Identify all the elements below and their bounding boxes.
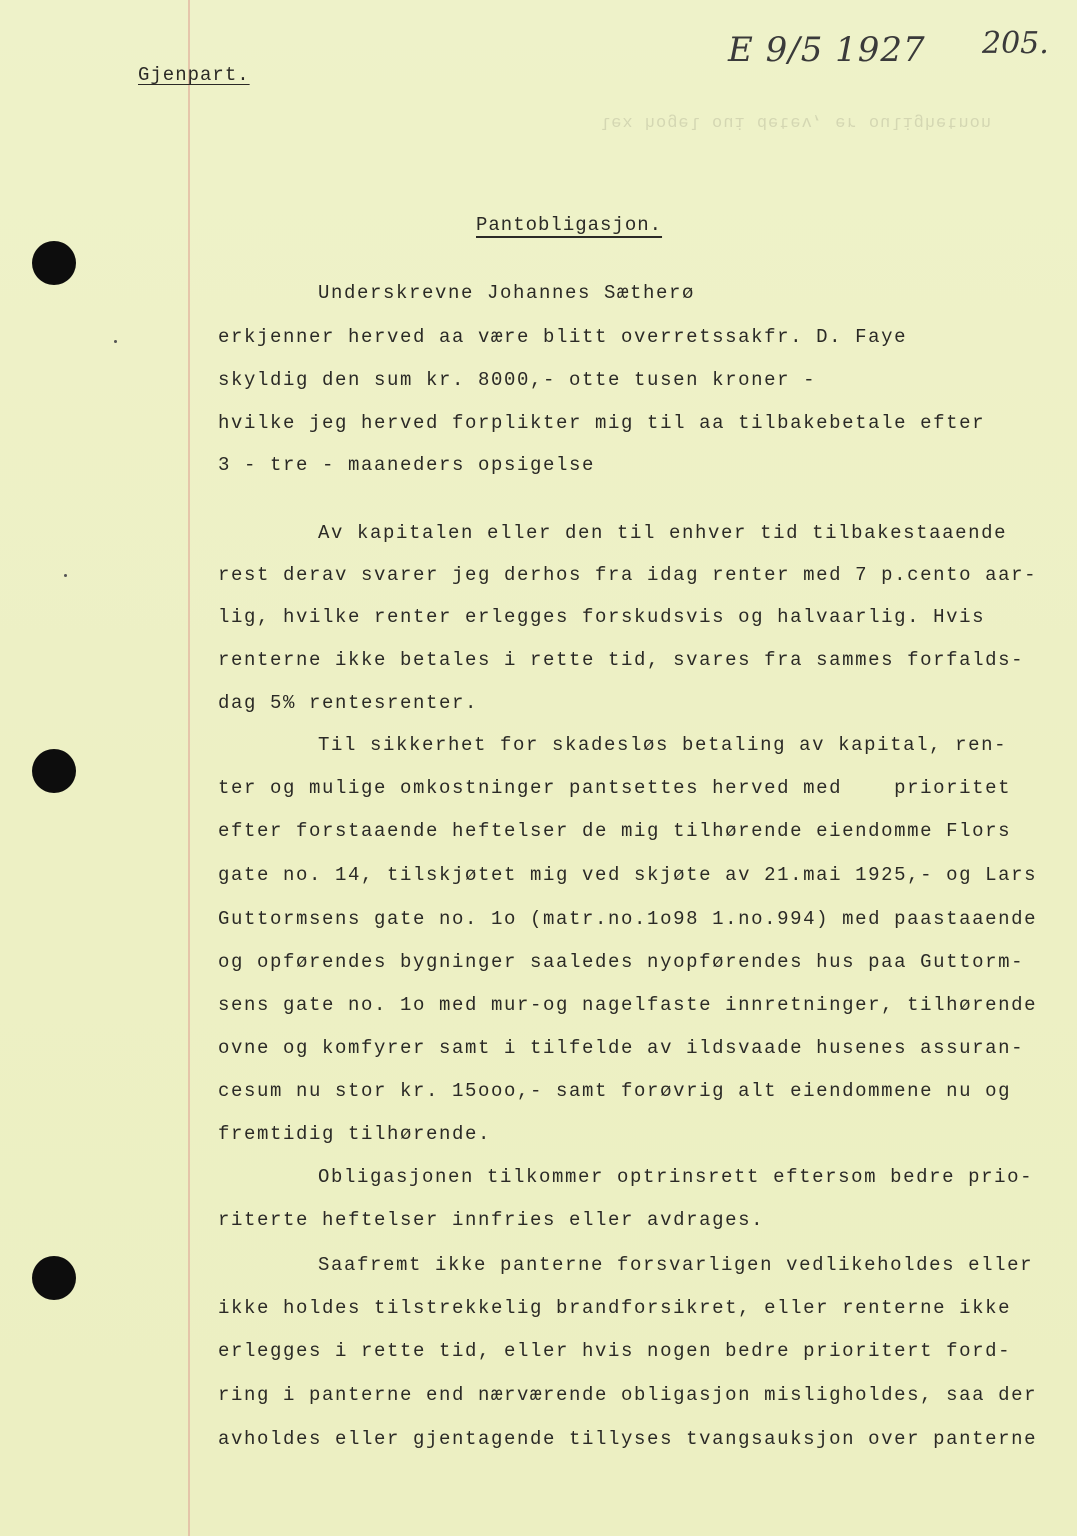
header-copy-label: Gjenpart.: [138, 64, 250, 86]
text-line: ring i panterne end nærværende obligasjon misligholdes, saa der: [218, 1384, 1038, 1406]
text-line: renterne ikke betales i rette tid, svares fra sammes forfalds-: [218, 649, 1025, 671]
text-line: erlegges i rette tid, eller hvis nogen bedre prioritert ford-: [218, 1340, 1012, 1362]
text-line: dag 5% rentesrenter.: [218, 692, 479, 714]
handwritten-date: E 9/5 1927: [728, 30, 926, 70]
text-line: sens gate no. 1o med mur-og nagelfaste innretninger, tilhørende: [218, 994, 1038, 1016]
punch-hole-icon: [32, 749, 76, 793]
text-line: efter forstaaende heftelser de mig tilhørende eiendomme Flors: [218, 820, 1012, 842]
text-line: Av kapitalen eller den til enhver tid tilbakestaaende: [318, 522, 1008, 544]
text-line: avholdes eller gjentagende tillyses tvangsauksjon over panterne: [218, 1428, 1038, 1450]
text-line: ikke holdes tilstrekkelig brandforsikret, eller renterne ikke: [218, 1297, 1012, 1319]
text-line: Guttormsens gate no. 1o (matr.no.1o98 1.no.994) med paastaaende: [218, 908, 1038, 930]
speck: [114, 340, 117, 343]
punch-hole-icon: [32, 241, 76, 285]
text-line: skyldig den sum kr. 8000,- otte tusen kroner -: [218, 369, 817, 391]
text-line: riterte heftelser innfries eller avdrages.: [218, 1209, 765, 1231]
text-line: og opførendes bygninger saaledes nyopførendes hus paa Guttorm-: [218, 951, 1025, 973]
speck: [64, 574, 67, 577]
document-title: Pantobligasjon.: [476, 214, 663, 236]
text-line: Til sikkerhet for skadesløs betaling av kapital, ren-: [318, 734, 1008, 756]
text-line: erkjenner herved aa være blitt overretssakfr. D. Faye: [218, 326, 908, 348]
bleed-through-text: lex hogel oui detev, er oulighetnon: [600, 112, 993, 131]
text-line: rest derav svarer jeg derhos fra idag renter med 7 p.cento aar-: [218, 564, 1038, 586]
text-line: gate no. 14, tilskjøtet mig ved skjøte av 21.mai 1925,- og Lars: [218, 864, 1038, 886]
text-line: Underskrevne Johannes Sætherø: [318, 282, 696, 304]
text-line: hvilke jeg herved forplikter mig til aa tilbakebetale efter: [218, 412, 986, 434]
text-line: fremtidig tilhørende.: [218, 1123, 492, 1145]
punch-hole-icon: [32, 1256, 76, 1300]
margin-rule: [188, 0, 190, 1536]
text-line: lig, hvilke renter erlegges forskudsvis og halvaarlig. Hvis: [218, 606, 986, 628]
text-line: ovne og komfyrer samt i tilfelde av ildsvaade husenes assuran-: [218, 1037, 1025, 1059]
page-number: 205.: [982, 26, 1049, 61]
text-line: cesum nu stor kr. 15ooo,- samt forøvrig alt eiendommene nu og: [218, 1080, 1012, 1102]
text-line: ter og mulige omkostninger pantsettes herved med prioritet: [218, 777, 1012, 799]
text-line: Obligasjonen tilkommer optrinsrett eftersom bedre prio-: [318, 1166, 1034, 1188]
text-line: Saafremt ikke panterne forsvarligen vedlikeholdes eller: [318, 1254, 1034, 1276]
text-line: 3 - tre - maaneders opsigelse: [218, 454, 596, 476]
